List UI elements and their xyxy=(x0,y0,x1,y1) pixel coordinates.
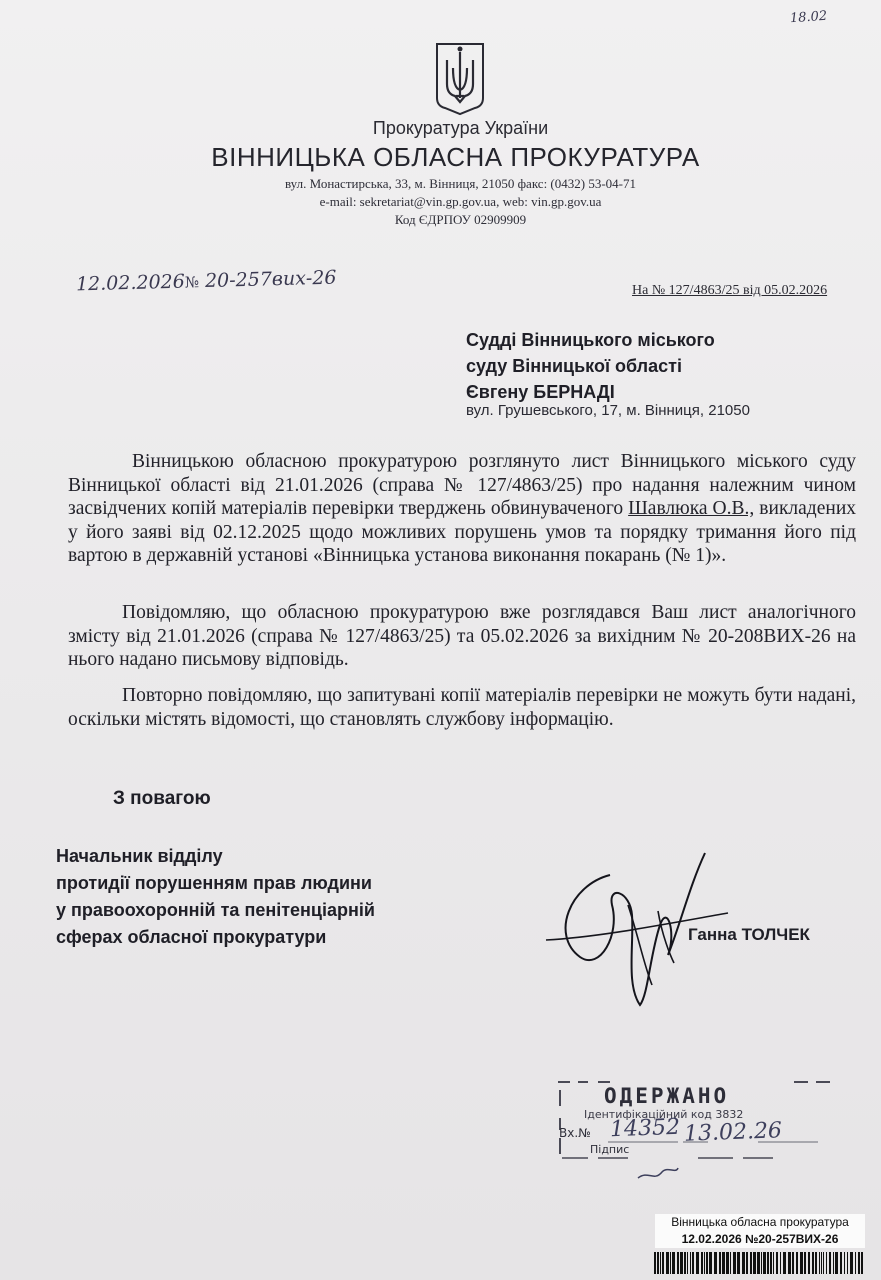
addressee-line-3: Євгену БЕРНАДІ xyxy=(466,382,615,402)
reference-line: На № 127/4863/25 від 05.02.2026 xyxy=(632,283,828,298)
body-paragraph-3: Повторно повідомляю, що запитувані копії матеріалів перевірки не можуть бути надані, оскільки містять відомості, що становлять службову інформацію. xyxy=(68,685,856,730)
signer-name: Ганна ТОЛЧЕК xyxy=(688,925,810,944)
body-paragraph-2: Повідомляю, що обласною прокуратурою вже розглядався Ваш лист аналогічного змісту від 21.01.2026 (справа № 127/4863/25) та 05.02.2026 за вихідним № 20-208ВИХ-26 на нього надано письмову відповідь. xyxy=(68,602,856,670)
position-line-4: сферах обласної прокуратури xyxy=(56,927,327,947)
outgoing-number: 20-257вих-26 xyxy=(204,266,337,293)
signer-position xyxy=(56,843,375,951)
barcode-icon xyxy=(654,1252,864,1274)
closing-regards: З повагою xyxy=(113,788,211,809)
p1-text-a: Вінницькою обласною прокуратурою розглянуто лист Вінницького міського суду Вінницької області від 21.01.2026 (справа № 127/4863/25) про надання належним чином засвідчених копій матеріалів перевірки тверджень обвинуваченого xyxy=(68,451,856,519)
addressee-line-1: Судді Вінницького міського xyxy=(466,330,715,350)
accused-name: Шавлюка О.В., xyxy=(628,498,755,519)
office-edrpou: Код ЄДРПОУ 02909909 xyxy=(394,212,527,227)
stamp-signature-label: Підпис xyxy=(590,1143,630,1156)
position-line-2: протидії порушенням прав людини xyxy=(56,873,372,893)
addressee-address: вул. Грушевського, 17, м. Вінниця, 21050 xyxy=(466,402,750,419)
stamp-incoming-label: Вх.№ xyxy=(559,1126,591,1140)
corner-handwritten-note: 18.02 xyxy=(789,8,828,27)
outgoing-number-label: № xyxy=(184,273,200,292)
trident-emblem-icon xyxy=(433,40,487,116)
position-line-3: у правоохоронній та пенітенціарній xyxy=(56,900,375,920)
body-paragraph-1 xyxy=(68,450,856,568)
addressee-line-2: суду Вінницької області xyxy=(466,356,682,376)
registration-number: 12.02.2026 №20-257ВИХ-26 xyxy=(681,1232,839,1246)
stamp-incoming-date: 13.02.26 xyxy=(683,1118,783,1147)
p1-text-b: викладених у його заяві від 02.12.2025 щодо можливих порушень умов та порядку тримання його під вартою в державній установі «Вінницька установа виконання покарань (№ 1)». xyxy=(68,498,857,566)
registration-office: Вінницька обласна прокуратура xyxy=(671,1215,849,1229)
office-address: вул. Монастирська, 33, м. Вінниця, 21050 факс: (0432) 53-04-71 xyxy=(284,176,637,191)
stamp-incoming-number: 14352 xyxy=(609,1114,681,1143)
outgoing-date-number xyxy=(76,267,337,296)
office-contacts: e-mail: sekretariat@vin.gp.gov.ua, web: vin.gp.gov.ua xyxy=(319,194,602,209)
position-line-1: Начальник відділу xyxy=(56,846,223,866)
addressee-block xyxy=(466,327,715,405)
stamp-code: Ідентифікаційний код 3832 xyxy=(584,1108,744,1121)
office-title: ВІННИЦЬКА ОБЛАСНА ПРОКУРАТУРА xyxy=(211,142,700,172)
registration-label xyxy=(655,1214,865,1248)
stamp-title: ОДЕРЖАНО xyxy=(604,1084,730,1108)
agency-name: Прокуратура України xyxy=(372,118,549,138)
outgoing-date: 12.02.2026 xyxy=(75,270,186,296)
